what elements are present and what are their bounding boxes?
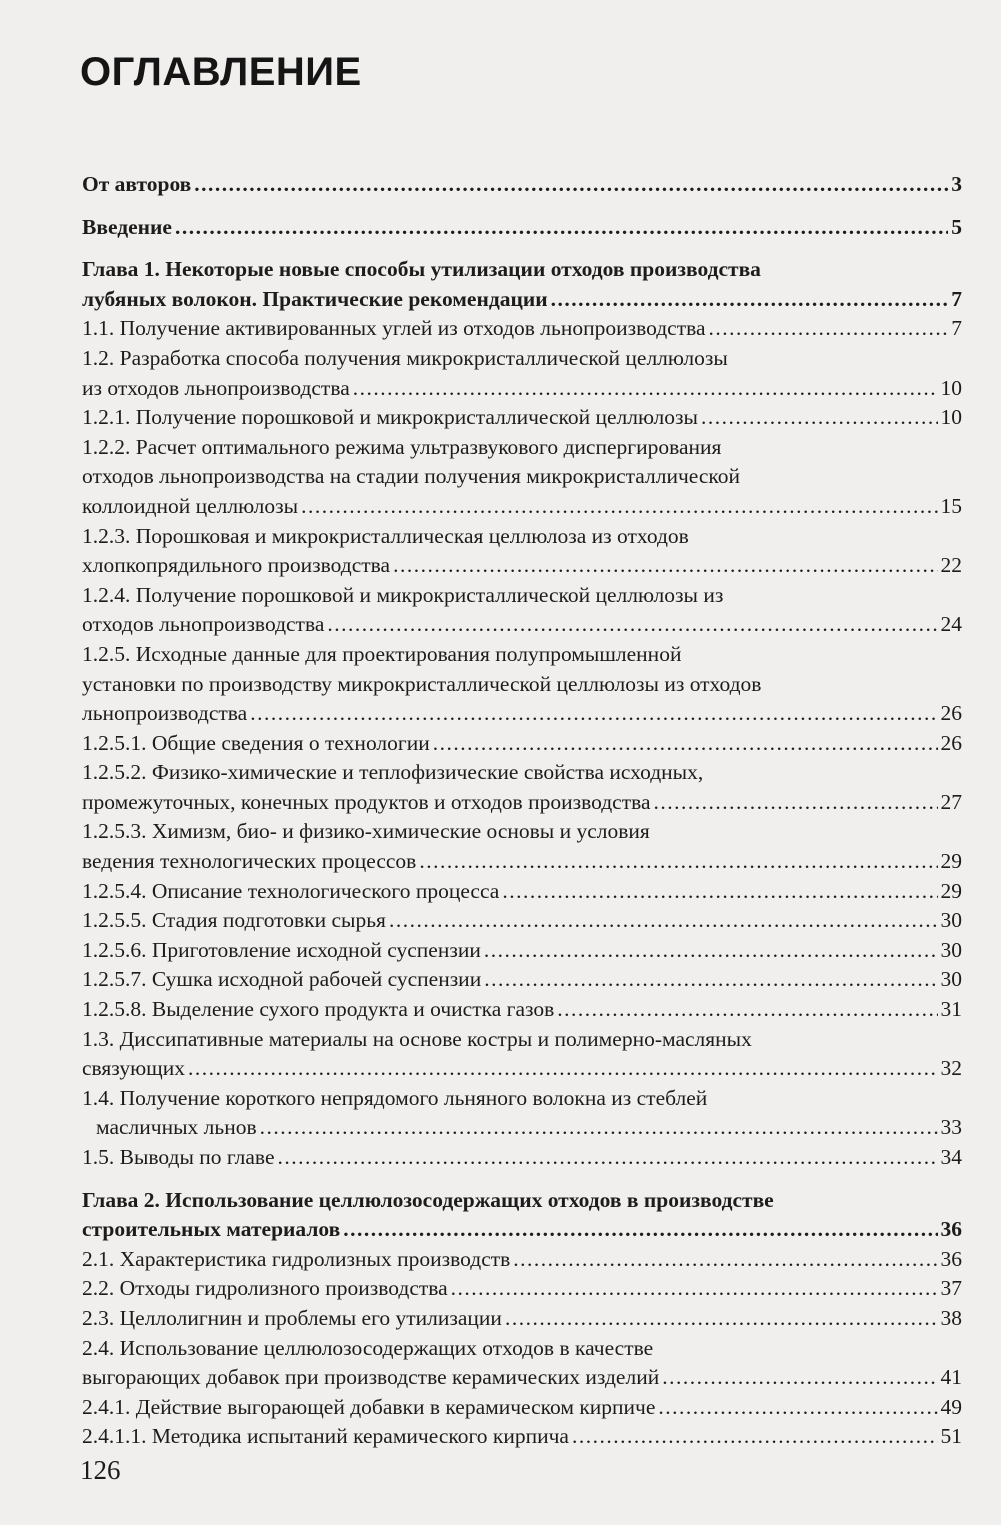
- dot-leader: [175, 213, 948, 243]
- toc-entry-title-line: 2.4.1.1. Методика испытаний керамического кирпича: [82, 1424, 569, 1449]
- toc-entry-title-line: отходов льнопроизводства: [82, 612, 325, 637]
- toc-entry-leader-line: [82, 1274, 962, 1304]
- toc-entry-title-line: промежуточных, конечных продуктов и отходов производства: [82, 789, 651, 814]
- dot-leader: [551, 285, 949, 315]
- toc-entry[interactable]: [82, 936, 962, 966]
- dot-leader: [433, 729, 938, 759]
- toc-entry-title-line: 1.2.5.2. Физико-химические и теплофизические свойства исходных,: [82, 760, 704, 785]
- toc-entry-page-number: 33: [940, 1115, 962, 1140]
- toc-entry-title-line: 2.2. Отходы гидролизного производства: [82, 1276, 448, 1301]
- toc-entry[interactable]: [82, 581, 962, 640]
- toc-entry-leader-line: [82, 610, 962, 640]
- dot-leader: [505, 1304, 938, 1334]
- dot-leader: [188, 1054, 938, 1084]
- toc-entry-title-line: 1.2.3. Порошковая и микрокристаллическая целлюлоза из отходов: [82, 523, 689, 548]
- toc-entry-page-number: 27: [940, 789, 962, 814]
- toc-entry-leader-line: [82, 492, 962, 522]
- toc-entry-title-line: 2.1. Характеристика гидролизных производств: [82, 1246, 511, 1271]
- toc-entry[interactable]: [82, 314, 962, 344]
- toc-entry-page-number: 5: [951, 214, 962, 239]
- dot-leader: [260, 1113, 938, 1143]
- toc-entry-leader-line: [82, 877, 962, 907]
- toc-entry-page-number: 26: [940, 730, 962, 755]
- page-number: 126: [80, 1455, 121, 1485]
- toc-entry-page-number: 32: [940, 1056, 962, 1081]
- toc-entry-page-number: 30: [940, 967, 962, 992]
- toc-entry-leader-line: [82, 1363, 962, 1393]
- toc-entry-leader-line: [82, 995, 962, 1025]
- toc-gap: [82, 242, 962, 255]
- toc-entry-title-line: коллоидной целлюлозы: [82, 493, 299, 518]
- toc-entry-title-line: 1.1. Получение активированных углей из отходов льнопроизводства: [82, 316, 706, 341]
- toc-entry-leader-line: [82, 1393, 962, 1423]
- toc-entry-page-number: 26: [940, 701, 962, 726]
- toc-entry-title-line: 2.4. Использование целлюлозосодержащих отходов в качестве: [82, 1335, 654, 1360]
- toc-gap: [82, 200, 962, 213]
- toc-entry[interactable]: [82, 1422, 962, 1452]
- dot-leader: [301, 492, 937, 522]
- toc-entry-page-number: 37: [940, 1276, 962, 1301]
- toc-entry-title-line: масличных льнов: [96, 1115, 257, 1140]
- toc-entry-title-line: 1.2.5.6. Приготовление исходной суспензии: [82, 937, 481, 962]
- toc-entry[interactable]: [82, 817, 962, 876]
- dot-leader: [250, 699, 937, 729]
- toc-entry-page-number: 41: [940, 1365, 962, 1390]
- toc-entry-title-line: 1.2.5.7. Сушка исходной рабочей суспензии: [82, 967, 482, 992]
- toc-entry[interactable]: [82, 1084, 962, 1143]
- toc-entry[interactable]: [82, 1025, 962, 1084]
- toc-entry-page-number: 15: [940, 493, 962, 518]
- toc-entry-leader-line: [82, 1304, 962, 1334]
- page-heading: ОГЛАВЛЕНИЕ: [80, 50, 362, 94]
- toc-entry-leader-line: [82, 788, 962, 818]
- toc-entry-title-line: строительных материалов: [82, 1217, 341, 1242]
- toc-chapter-entry[interactable]: [82, 213, 962, 243]
- toc-entry-leader-line: [82, 1143, 962, 1173]
- toc-entry-page-number: 36: [940, 1217, 962, 1242]
- toc-entry-title-line: отходов льнопроизводства на стадии получения микрокристаллической: [82, 464, 741, 489]
- toc-chapter-entry[interactable]: [82, 255, 962, 314]
- toc-entry-page-number: 7: [951, 316, 962, 341]
- dot-leader: [484, 936, 938, 966]
- toc-entry-title-line: 1.2.5.1. Общие сведения о технологии: [82, 730, 430, 755]
- dot-leader: [572, 1422, 938, 1452]
- toc-entry[interactable]: [82, 1274, 962, 1304]
- toc-entry-title-line: ведения технологических процессов: [82, 849, 417, 874]
- toc-entry-title-line: 1.2. Разработка способа получения микрокристаллической целлюлозы: [82, 345, 728, 370]
- toc-entry[interactable]: [82, 995, 962, 1025]
- dot-leader: [278, 1143, 938, 1173]
- toc-entry-leader-line: [82, 314, 962, 344]
- toc-entry-title-line: 1.2.5. Исходные данные для проектирования полупромышленной: [82, 641, 682, 666]
- toc-entry[interactable]: [82, 729, 962, 759]
- toc-entry[interactable]: [82, 877, 962, 907]
- toc-entry-title-line: связующих: [82, 1056, 185, 1081]
- toc-chapter-entry[interactable]: [82, 1186, 962, 1245]
- toc-entry-leader-line: [82, 965, 962, 995]
- toc-entry[interactable]: [82, 640, 962, 729]
- dot-leader: [327, 610, 937, 640]
- dot-leader: [484, 965, 937, 995]
- toc-entry-title-line: 1.2.1. Получение порошковой и микрокристаллической целлюлозы: [82, 405, 698, 430]
- toc-entry-title-line: 1.2.5.4. Описание технологического процесса: [82, 878, 500, 903]
- toc-entry-title-line: хлопкопрядильного производства: [82, 553, 391, 578]
- toc-entry-title-line: Введение: [82, 214, 172, 239]
- dot-leader: [389, 906, 938, 936]
- toc-entry-page-number: 3: [951, 172, 962, 196]
- toc-entry[interactable]: [82, 1334, 962, 1393]
- toc-entry-leader-line: [82, 285, 962, 315]
- toc-entry-page-number: 7: [951, 286, 962, 311]
- toc-entry-leader-line: [82, 906, 962, 936]
- toc-entry-title-line: Глава 2. Использование целлюлозосодержащих отходов в производстве: [82, 1187, 774, 1212]
- toc-entry-leader-line: [82, 936, 962, 966]
- dot-leader: [701, 403, 938, 433]
- dot-leader: [709, 314, 949, 344]
- toc-entry-page-number: 29: [940, 849, 962, 874]
- dot-leader: [502, 877, 937, 907]
- toc-entry-leader-line: [82, 1245, 962, 1275]
- toc-entry-leader-line: [82, 1422, 962, 1452]
- toc-entry-leader-line: [82, 1054, 962, 1084]
- toc-entry-title-line: 1.5. Выводы по главе: [82, 1145, 275, 1169]
- toc-entry-title-line: 1.2.5.8. Выделение сухого продукта и очистка газов: [82, 997, 555, 1022]
- toc-entry-title-line: выгорающих добавок при производстве керамических изделий: [82, 1365, 660, 1390]
- dot-leader: [557, 995, 937, 1025]
- dot-leader: [393, 551, 937, 581]
- dot-leader: [513, 1245, 937, 1275]
- dot-leader: [658, 1393, 937, 1423]
- toc-entry[interactable]: [82, 344, 962, 403]
- toc-entry-title-line: 1.2.4. Получение порошковой и микрокристаллической целлюлозы из: [82, 582, 724, 607]
- toc-entry-title-line: льнопроизводства: [82, 701, 248, 726]
- toc-entry-title-line: 2.3. Целлолигнин и проблемы его утилизации: [82, 1305, 502, 1330]
- toc-entry-title-line: 1.2.5.3. Химизм, био- и физико-химические основы и условия: [82, 819, 650, 844]
- toc-entry-leader-line: [82, 551, 962, 581]
- toc-entry-page-number: 30: [940, 908, 962, 933]
- toc-chapter-entry[interactable]: [82, 170, 962, 200]
- toc-entry-leader-line: [82, 847, 962, 877]
- toc-entry-leader-line: [82, 1113, 962, 1143]
- table-of-contents: [82, 170, 962, 1452]
- toc-entry[interactable]: [82, 403, 962, 433]
- toc-entry-page-number: 31: [940, 997, 962, 1022]
- toc-entry[interactable]: [82, 1393, 962, 1423]
- toc-entry[interactable]: [82, 522, 962, 581]
- dot-leader: [451, 1274, 938, 1304]
- toc-entry-title-line: Глава 1. Некоторые новые способы утилизации отходов производства: [82, 257, 761, 282]
- toc-entry-leader-line: [82, 729, 962, 759]
- dot-leader: [343, 1215, 937, 1245]
- toc-entry[interactable]: [82, 1143, 962, 1173]
- toc-entry[interactable]: [82, 758, 962, 817]
- toc-entry-title-line: 1.2.5.5. Стадия подготовки сырья: [82, 908, 386, 933]
- toc-entry-leader-line: [82, 213, 962, 243]
- toc-entry-leader-line: [82, 374, 962, 404]
- toc-entry-page-number: 30: [940, 937, 962, 962]
- toc-entry-leader-line: [82, 170, 962, 200]
- toc-entry-page-number: 24: [940, 612, 962, 637]
- toc-entry-title-line: из отходов льнопроизводства: [82, 375, 350, 400]
- dot-leader: [194, 170, 948, 200]
- toc-entry-page-number: 34: [940, 1145, 962, 1169]
- toc-entry[interactable]: [82, 906, 962, 936]
- toc-entry-page-number: 49: [940, 1394, 962, 1419]
- toc-entry[interactable]: [82, 1245, 962, 1275]
- toc-entry[interactable]: [82, 965, 962, 995]
- toc-entry-title-line: 1.4. Получение короткого непрядомого льняного волокна из стеблей: [82, 1085, 708, 1110]
- toc-entry-leader-line: [82, 1215, 962, 1245]
- toc-entry-title-line: 2.4.1. Действие выгорающей добавки в керамическом кирпиче: [82, 1394, 656, 1419]
- toc-entry-title-line: От авторов: [82, 172, 192, 196]
- toc-entry-page-number: 51: [940, 1424, 962, 1449]
- toc-entry-title-line: 1.2.2. Расчет оптимального режима ультразвукового диспергирования: [82, 434, 722, 459]
- toc-entry-page-number: 22: [940, 553, 962, 578]
- toc-entry-page-number: 36: [940, 1246, 962, 1271]
- dot-leader: [662, 1363, 937, 1393]
- toc-entry-page-number: 29: [940, 878, 962, 903]
- toc-entry-leader-line: [82, 403, 962, 433]
- toc-entry-page-number: 10: [940, 405, 962, 430]
- toc-entry-title-line: лубяных волокон. Практические рекомендации: [82, 286, 548, 311]
- toc-entry-leader-line: [82, 699, 962, 729]
- dot-leader: [654, 788, 938, 818]
- toc-entry[interactable]: [82, 433, 962, 522]
- toc-entry-title-line: 1.3. Диссипативные материалы на основе костры и полимерно-масляных: [82, 1026, 752, 1051]
- toc-gap: [82, 1173, 962, 1186]
- toc-entry-title-line: установки по производству микрокристаллической целлюлозы из отходов: [82, 671, 762, 696]
- toc-entry-page-number: 38: [940, 1305, 962, 1330]
- toc-entry[interactable]: [82, 1304, 962, 1334]
- dot-leader: [419, 847, 937, 877]
- toc-entry-page-number: 10: [940, 375, 962, 400]
- dot-leader: [353, 374, 938, 404]
